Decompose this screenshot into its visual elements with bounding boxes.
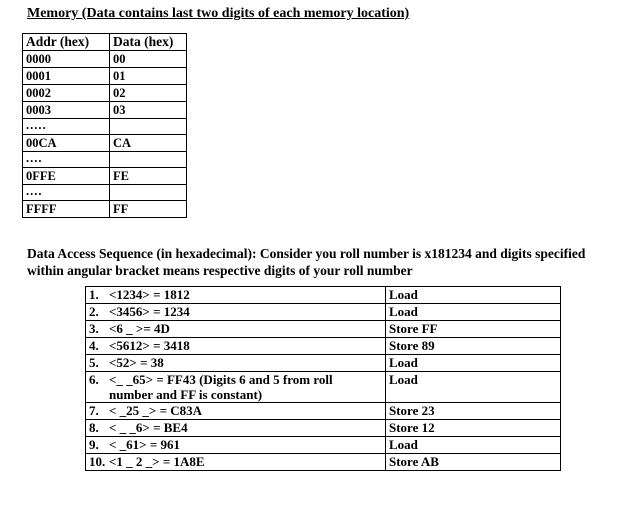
sequence-row bbox=[86, 403, 561, 420]
sequence-number: 9. bbox=[89, 437, 99, 452]
sequence-expression bbox=[86, 403, 386, 420]
sequence-number: 7. bbox=[89, 403, 99, 418]
sequence-expression bbox=[86, 338, 386, 355]
sequence-expression bbox=[86, 372, 386, 403]
sequence-number: 10. bbox=[89, 454, 106, 469]
sequence-operation: Load bbox=[386, 304, 561, 321]
data-cell: FF bbox=[110, 201, 187, 218]
sequence-number: 8. bbox=[89, 420, 99, 435]
memory-ellipsis-row bbox=[23, 185, 187, 201]
sequence-expression-text: <_ _65> = FF43 (Digits 6 and 5 from roll bbox=[109, 372, 333, 387]
sequence-operation: Store 23 bbox=[386, 403, 561, 420]
sequence-expression bbox=[86, 321, 386, 338]
data-cell: FE bbox=[110, 168, 187, 185]
sequence-operation: Store AB bbox=[386, 454, 561, 471]
sequence-expression bbox=[86, 420, 386, 437]
addr-cell: 0001 bbox=[23, 68, 110, 85]
memory-table-header bbox=[23, 34, 187, 51]
addr-ellipsis: ..... bbox=[23, 119, 110, 135]
sequence-expression bbox=[86, 355, 386, 372]
memory-ellipsis-row bbox=[23, 152, 187, 168]
data-cell: CA bbox=[110, 135, 187, 152]
sequence-intro: Data Access Sequence (in hexadecimal): Consider you roll number is x181234 and digits specified within angular bracket means respective digits of your roll number bbox=[27, 246, 586, 278]
sequence-expression-text: <5612> = 3418 bbox=[109, 338, 190, 353]
memory-title: Memory (Data contains last two digits of each memory location) bbox=[27, 6, 410, 21]
memory-row bbox=[23, 201, 187, 218]
addr-cell: 0000 bbox=[23, 51, 110, 68]
sequence-operation: Store 89 bbox=[386, 338, 561, 355]
sequence-expression-text: < _25 _> = C83A bbox=[109, 403, 202, 418]
memory-row bbox=[23, 168, 187, 185]
sequence-number: 3. bbox=[89, 321, 99, 336]
sequence-expression-text: < _61> = 961 bbox=[109, 437, 180, 452]
addr-cell: FFFF bbox=[23, 201, 110, 218]
sequence-row bbox=[86, 304, 561, 321]
data-cell: 02 bbox=[110, 85, 187, 102]
sequence-expression bbox=[86, 437, 386, 454]
sequence-expression bbox=[86, 287, 386, 304]
sequence-number: 6. bbox=[89, 372, 99, 387]
memory-row bbox=[23, 102, 187, 119]
sequence-row bbox=[86, 454, 561, 471]
data-cell: 00 bbox=[110, 51, 187, 68]
sequence-expression-text: <1234> = 1812 bbox=[109, 287, 190, 302]
addr-cell: 0002 bbox=[23, 85, 110, 102]
sequence-number: 5. bbox=[89, 355, 99, 370]
data-cell: 01 bbox=[110, 68, 187, 85]
sequence-expression bbox=[86, 304, 386, 321]
sequence-row bbox=[86, 287, 561, 304]
sequence-expression-text: <6 _ >= 4D bbox=[109, 321, 170, 336]
sequence-expression-continuation: number and FF is constant) bbox=[109, 387, 263, 402]
sequence-operation: Store FF bbox=[386, 321, 561, 338]
sequence-operation: Store 12 bbox=[386, 420, 561, 437]
sequence-row bbox=[86, 338, 561, 355]
data-cell-empty bbox=[110, 119, 187, 135]
sequence-number: 4. bbox=[89, 338, 99, 353]
data-cell-empty bbox=[110, 152, 187, 168]
sequence-row bbox=[86, 355, 561, 372]
sequence-operation: Load bbox=[386, 437, 561, 454]
data-cell-empty bbox=[110, 185, 187, 201]
memory-row bbox=[23, 85, 187, 102]
addr-cell: 0003 bbox=[23, 102, 110, 119]
memory-ellipsis-row bbox=[23, 119, 187, 135]
memory-row bbox=[23, 51, 187, 68]
addr-ellipsis: .... bbox=[23, 185, 110, 201]
sequence-expression-text: <1 _ 2 _> = 1A8E bbox=[109, 454, 205, 469]
sequence-operation: Load bbox=[386, 287, 561, 304]
data-header: Data (hex) bbox=[110, 34, 187, 51]
memory-row bbox=[23, 135, 187, 152]
sequence-expression-text: <52> = 38 bbox=[109, 355, 164, 370]
sequence-row bbox=[86, 420, 561, 437]
addr-header: Addr (hex) bbox=[23, 34, 110, 51]
sequence-table bbox=[85, 286, 561, 471]
sequence-expression bbox=[86, 454, 386, 471]
sequence-number: 2. bbox=[89, 304, 99, 319]
sequence-row bbox=[86, 321, 561, 338]
sequence-number: 1. bbox=[89, 287, 99, 302]
memory-table bbox=[22, 33, 187, 218]
addr-ellipsis: .... bbox=[23, 152, 110, 168]
addr-cell: 0FFE bbox=[23, 168, 110, 185]
sequence-operation: Load bbox=[386, 355, 561, 372]
sequence-operation: Load bbox=[386, 372, 561, 403]
sequence-expression-text: < _ _6> = BE4 bbox=[109, 420, 188, 435]
sequence-row bbox=[86, 372, 561, 403]
data-cell: 03 bbox=[110, 102, 187, 119]
addr-cell: 00CA bbox=[23, 135, 110, 152]
memory-row bbox=[23, 68, 187, 85]
sequence-row bbox=[86, 437, 561, 454]
sequence-expression-text: <3456> = 1234 bbox=[109, 304, 190, 319]
